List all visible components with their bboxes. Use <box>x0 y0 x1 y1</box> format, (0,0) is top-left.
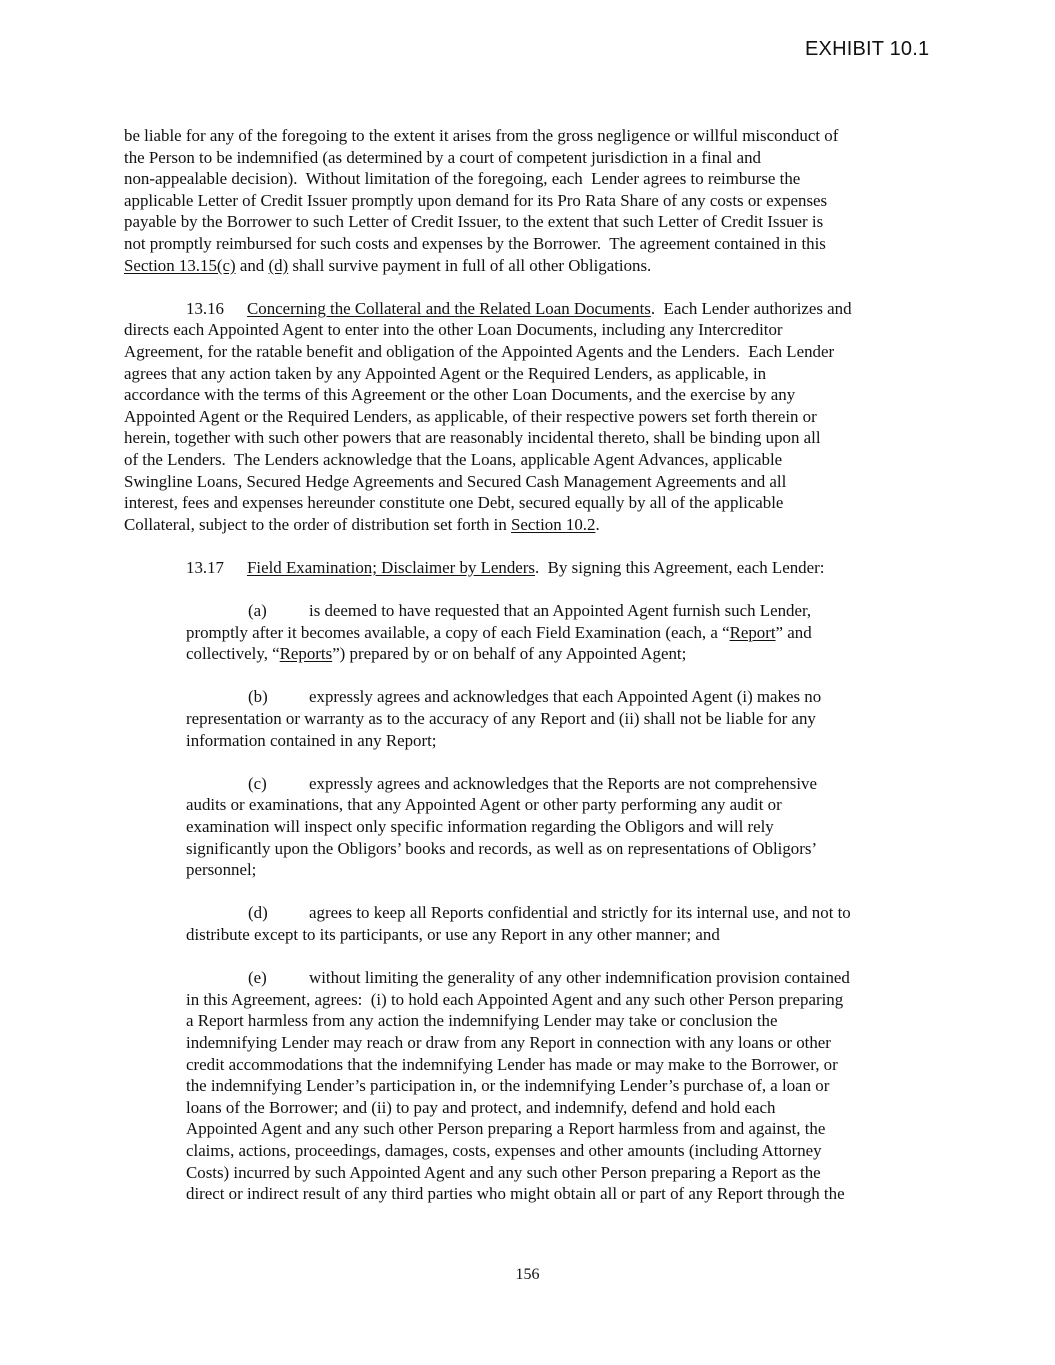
text-line: applicable Letter of Credit Issuer promptly upon demand for its Pro Rata Share of any costs or expenses <box>124 190 828 210</box>
text-line: loans of the Borrower; and (ii) to pay and protect, and indemnify, defend and hold each <box>186 1097 776 1117</box>
clause-first-line: (e) without limiting the generality of any other indemnification provision contained <box>248 968 850 988</box>
clause-first-line: (c) expressly agrees and acknowledges that the Reports are not comprehensive <box>248 773 817 793</box>
text-line: collectively, “Reports”) prepared by or on behalf of any Appointed Agent; <box>186 644 687 664</box>
text-line: distribute except to its participants, or use any Report in any other manner; and <box>186 924 720 944</box>
text-line: accordance with the terms of this Agreement or the other Loan Documents, and the exercise by any <box>124 385 796 405</box>
clause-first-line: (a) is deemed to have requested that an Appointed Agent furnish such Lender, <box>248 601 812 621</box>
document-page <box>124 125 936 1205</box>
text-line: Appointed Agent or the Required Lenders, as applicable, of their respective powers set forth therein or <box>124 406 817 426</box>
text-line: directs each Appointed Agent to enter into the other Loan Documents, including any Intercreditor <box>124 320 783 340</box>
text-line: the Person to be indemnified (as determined by a court of competent jurisdiction in a final and <box>124 147 761 167</box>
section-13-16 <box>124 298 936 536</box>
clause-label: (c) <box>248 773 267 793</box>
text-line: Collateral, subject to the order of distribution set forth in Section 10.2. <box>124 514 600 534</box>
clause-a <box>124 600 936 665</box>
clause-b <box>124 686 936 751</box>
text-line: promptly after it becomes available, a copy of each Field Examination (each, a “Report” and <box>186 622 812 642</box>
text-line: direct or indirect result of any third parties who might obtain all or part of any Report through the <box>186 1184 845 1204</box>
clause-label: (a) <box>248 601 267 621</box>
section-title: Concerning the Collateral and the Related Loan Documents <box>247 298 651 318</box>
clause-c <box>124 773 936 881</box>
page-number: 156 <box>515 1266 540 1283</box>
text-line: Costs) incurred by such Appointed Agent and any such other Person preparing a Report as the <box>186 1162 821 1182</box>
section-heading-line: 13.17 Field Examination; Disclaimer by Lenders. By signing this Agreement, each Lender: <box>186 557 825 577</box>
clause-label: (b) <box>248 687 268 707</box>
text-line: information contained in any Report; <box>186 730 437 750</box>
text-line: not promptly reimbursed for such costs and expenses by the Borrower. The agreement contained in this <box>124 233 826 253</box>
text-line: claims, actions, proceedings, damages, costs, expenses and other amounts (including Attorney <box>186 1140 822 1160</box>
section-reference-13-15c: Section 13.15(c) <box>124 255 236 275</box>
section-13-17 <box>124 557 936 1205</box>
section-reference-d: (d) <box>268 255 289 275</box>
text-line: Agreement, for the ratable benefit and obligation of the Appointed Agents and the Lenders. Each Lender <box>124 341 835 361</box>
text-line: non-appealable decision). Without limitation of the foregoing, each Lender agrees to reimburse the <box>124 169 801 189</box>
text-line: significantly upon the Obligors’ books and records, as well as on representations of Obligors’ <box>186 838 818 858</box>
text-line: Section 13.15(c) and (d) shall survive payment in full of all other Obligations. <box>124 255 652 275</box>
text-line: a Report harmless from any action the indemnifying Lender may take or conclusion the <box>186 1011 778 1031</box>
text-line: the indemnifying Lender’s participation in, or the indemnifying Lender’s purchase of, a loan or <box>186 1076 830 1096</box>
text-line: indemnifying Lender may reach or draw from any Report in connection with any loans or other <box>186 1032 831 1052</box>
text-line: interest, fees and expenses hereunder constitute one Debt, secured equally by all of the applicable <box>124 493 784 513</box>
text-line: representation or warranty as to the accuracy of any Report and (ii) shall not be liable for any <box>186 709 816 729</box>
exhibit-label: EXHIBIT 10.1 <box>805 38 930 60</box>
text-line: of the Lenders. The Lenders acknowledge that the Loans, applicable Agent Advances, applicable <box>124 449 783 469</box>
section-number: 13.17 <box>186 557 225 577</box>
section-title: Field Examination; Disclaimer by Lenders <box>247 557 536 577</box>
text-line: credit accommodations that the indemnifying Lender has made or may make to the Borrower, or <box>186 1054 838 1074</box>
text-line: Swingline Loans, Secured Hedge Agreements and Secured Cash Management Agreements and all <box>124 471 787 491</box>
defined-term-reports: Reports <box>279 644 333 664</box>
text-line: be liable for any of the foregoing to the extent it arises from the gross negligence or willful misconduct of <box>124 126 839 145</box>
text-line: in this Agreement, agrees: (i) to hold each Appointed Agent and any such other Person preparing <box>186 989 844 1009</box>
clause-d <box>124 902 936 945</box>
text-line: examination will inspect only specific information regarding the Obligors and will rely <box>186 817 774 836</box>
section-reference-10-2: Section 10.2 <box>511 514 596 534</box>
defined-term-report: Report <box>729 622 776 642</box>
section-number: 13.16 <box>186 298 225 318</box>
text-line: payable by the Borrower to such Letter of Credit Issuer, to the extent that such Letter of Credit Issuer is <box>124 212 824 232</box>
text-line: herein, together with such other powers that are reasonably incidental thereto, shall be binding upon all <box>124 428 821 448</box>
text-line: agrees that any action taken by any Appointed Agent or the Required Lenders, as applicable, in <box>124 363 767 383</box>
clause-first-line: (d) agrees to keep all Reports confidential and strictly for its internal use, and not to <box>248 903 851 923</box>
text-line: audits or examinations, that any Appointed Agent or other party performing any audit or <box>186 795 782 815</box>
clause-label: (e) <box>248 968 267 988</box>
continuation-paragraph <box>124 125 936 276</box>
text-line: Appointed Agent and any such other Person preparing a Report harmless from and against, the <box>186 1119 826 1139</box>
text-line: personnel; <box>186 860 257 880</box>
clause-e <box>124 967 936 1205</box>
section-heading-line: 13.16 Concerning the Collateral and the Related Loan Documents. Each Lender authorizes and <box>186 298 852 318</box>
clause-first-line: (b) expressly agrees and acknowledges that each Appointed Agent (i) makes no <box>248 687 822 707</box>
clause-label: (d) <box>248 903 268 923</box>
